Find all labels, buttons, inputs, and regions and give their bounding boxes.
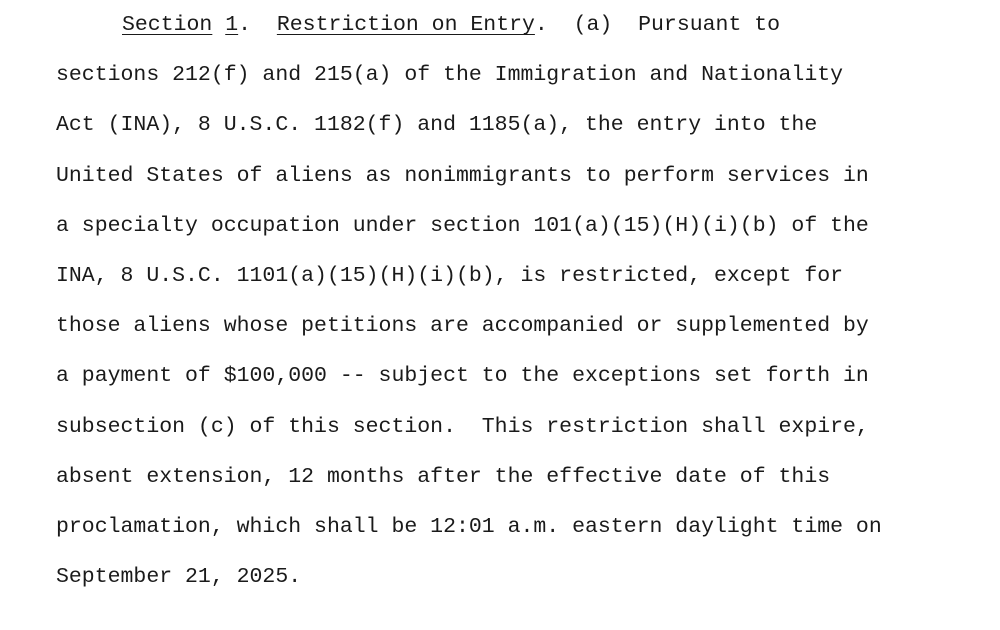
section-label: Section bbox=[122, 13, 213, 37]
text-line: sections 212(f) and 215(a) of the Immigration and Nationality bbox=[56, 63, 844, 88]
text-line: subsection (c) of this section. This restriction shall expire, bbox=[56, 414, 869, 439]
section-number-punct: . bbox=[238, 13, 277, 37]
section-heading: Restriction on Entry bbox=[276, 13, 535, 37]
text-line: a specialty occupation under section 101(a)(15)(H)(i)(b) of the bbox=[56, 213, 869, 238]
section-heading-line bbox=[56, 8, 986, 58]
text-line: absent extension, 12 months after the effective date of this bbox=[56, 464, 831, 489]
text-line: proclamation, which shall be 12:01 a.m. eastern daylight time on bbox=[56, 514, 882, 539]
text-line: United States of aliens as nonimmigrants to perform services in bbox=[56, 163, 869, 188]
text-line: September 21, 2025. bbox=[56, 565, 302, 590]
text-line: INA, 8 U.S.C. 1101(a)(15)(H)(i)(b), is restricted, except for bbox=[56, 263, 844, 288]
text-line: a payment of $100,000 -- subject to the exceptions set forth in bbox=[56, 364, 869, 389]
section-number: 1 bbox=[225, 13, 239, 37]
text-line: those aliens whose petitions are accompanied or supplemented by bbox=[56, 314, 869, 339]
document-body bbox=[56, 8, 986, 610]
section-heading-trailing: . (a) Pursuant to bbox=[534, 13, 781, 37]
text-line: Act (INA), 8 U.S.C. 1182(f) and 1185(a), the entry into the bbox=[56, 113, 818, 138]
